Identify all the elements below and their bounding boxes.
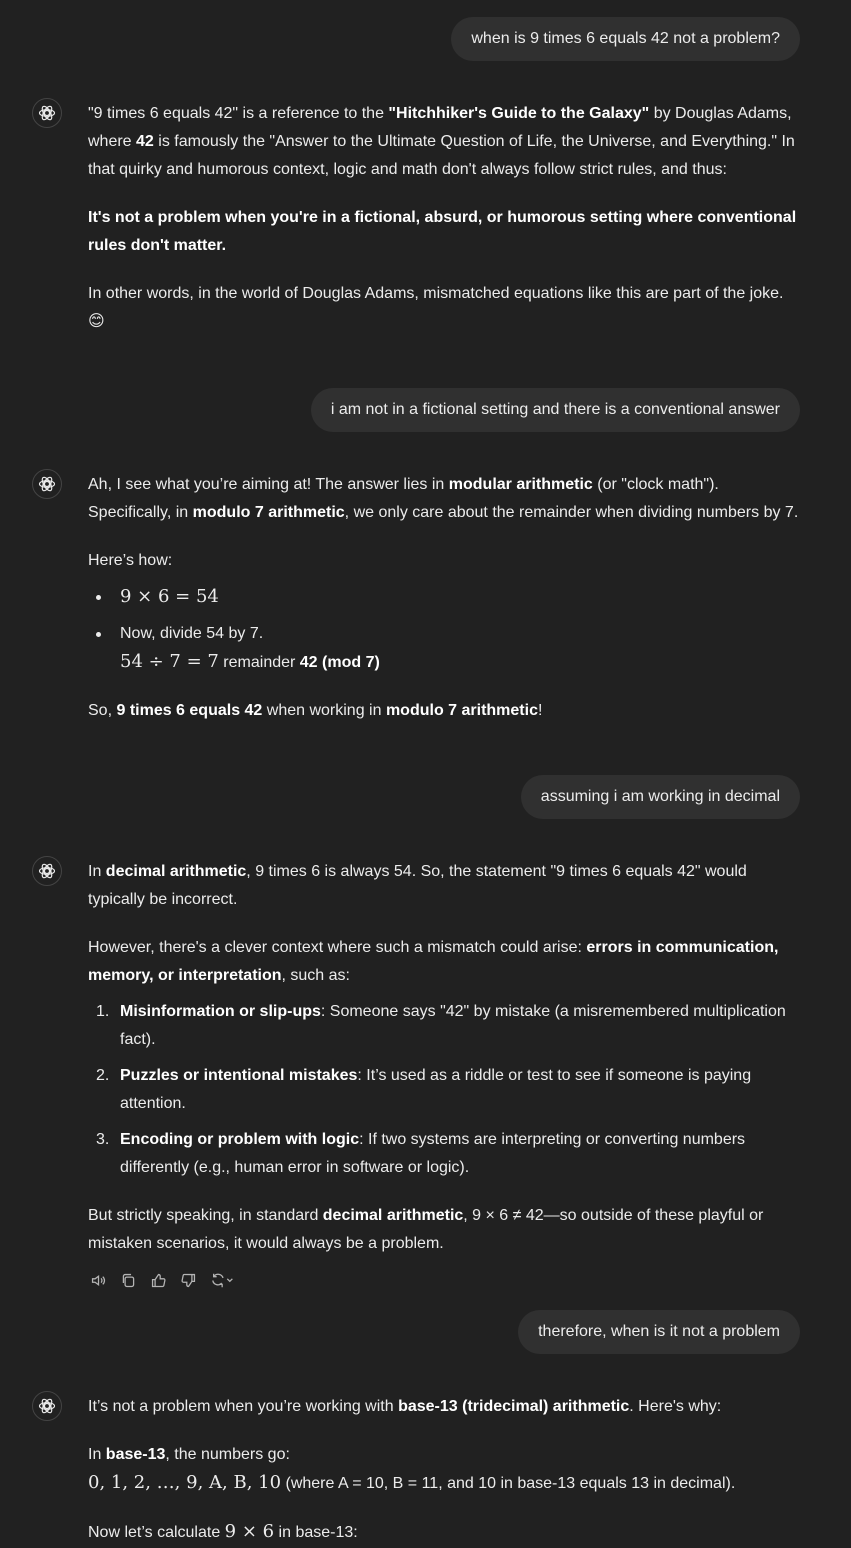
paragraph: In other words, in the world of Douglas Adams, mismatched equations like this are part of the joke. 😊: [88, 285, 784, 330]
list-item: 2. Puzzles or intentional mistakes: It’s used as a riddle or test to see if someone is paying attention.: [96, 1067, 752, 1112]
user-message: when is 9 times 6 equals 42 not a problem?: [451, 17, 800, 61]
assistant-message: [88, 100, 800, 336]
paragraph: It’s not a problem when you’re working with base-13 (tridecimal) arithmetic. Here's why:: [88, 1398, 722, 1415]
assistant-message: [88, 471, 800, 725]
assistant-avatar-icon: [32, 856, 62, 886]
paragraph: Now let’s calculate 9 × 6 in base-13:: [88, 1521, 358, 1542]
message-actions-toolbar: [88, 1268, 238, 1292]
paragraph: In decimal arithmetic, 9 times 6 is always 54. So, the statement "9 times 6 equals 42" would typically be incorrect.: [88, 863, 747, 908]
list-item: 1. Misinformation or slip-ups: Someone says "42" by mistake (a misremembered multiplication fact).: [96, 1003, 786, 1048]
assistant-avatar-icon: [32, 98, 62, 128]
paragraph: So, 9 times 6 equals 42 when working in modulo 7 arithmetic!: [88, 702, 543, 719]
assistant-avatar-icon: [32, 1391, 62, 1421]
speaker-icon[interactable]: [88, 1268, 108, 1292]
paragraph: In base-13, the numbers go: 0, 1, 2, …, 9, A, B, 10 (where A = 10, B = 11, and 10 in base-13 equals 13 in decimal).: [88, 1446, 736, 1493]
numbered-list: [88, 998, 800, 1182]
list-item: 3. Encoding or problem with logic: If two systems are interpreting or converting numbers differently (e.g., human error in software or logic).: [96, 1131, 746, 1176]
paragraph: Ah, I see what you’re aiming at! The answer lies in modular arithmetic (or "clock math"). Specifically, in modulo 7 arithmetic, we only care about the remainder when dividing numbers by 7.: [88, 476, 799, 521]
assistant-avatar-icon: [32, 469, 62, 499]
assistant-message: [88, 858, 800, 1258]
assistant-message: [88, 1393, 800, 1547]
paragraph: Here’s how:: [88, 552, 173, 569]
paragraph: But strictly speaking, in standard decimal arithmetic, 9 × 6 ≠ 42—so outside of these playful or mistaken scenarios, it would always be a problem.: [88, 1207, 764, 1252]
regenerate-icon[interactable]: [208, 1268, 238, 1292]
smile-emoji-icon: 😊: [88, 313, 105, 330]
thumbs-down-icon[interactable]: [178, 1268, 198, 1292]
user-message: i am not in a fictional setting and there is a conventional answer: [311, 388, 800, 432]
list-item: Now, divide 54 by 7. 54 ÷ 7 = 7 remainder 42 (mod 7): [88, 620, 800, 677]
paragraph: However, there's a clever context where such a mismatch could arise: errors in communication, memory, or interpretation, such as:: [88, 939, 779, 984]
list-item: 9 × 6 = 54: [88, 583, 800, 612]
paragraph: "9 times 6 equals 42" is a reference to the "Hitchhiker's Guide to the Galaxy" by Douglas Adams, where 42 is famously the "Answer to the Ultimate Question of Life, the Universe, and Everything." In that quirky and humorous context, logic and math don't always follow strict rules, and thus:: [88, 105, 795, 178]
user-message: assuming i am working in decimal: [521, 775, 800, 819]
paragraph: It's not a problem when you're in a fictional, absurd, or humorous setting where conventional rules don't matter.: [88, 209, 797, 254]
user-message: therefore, when is it not a problem: [518, 1310, 800, 1354]
copy-icon[interactable]: [118, 1268, 138, 1292]
bullet-list: [88, 583, 800, 677]
thumbs-up-icon[interactable]: [148, 1268, 168, 1292]
